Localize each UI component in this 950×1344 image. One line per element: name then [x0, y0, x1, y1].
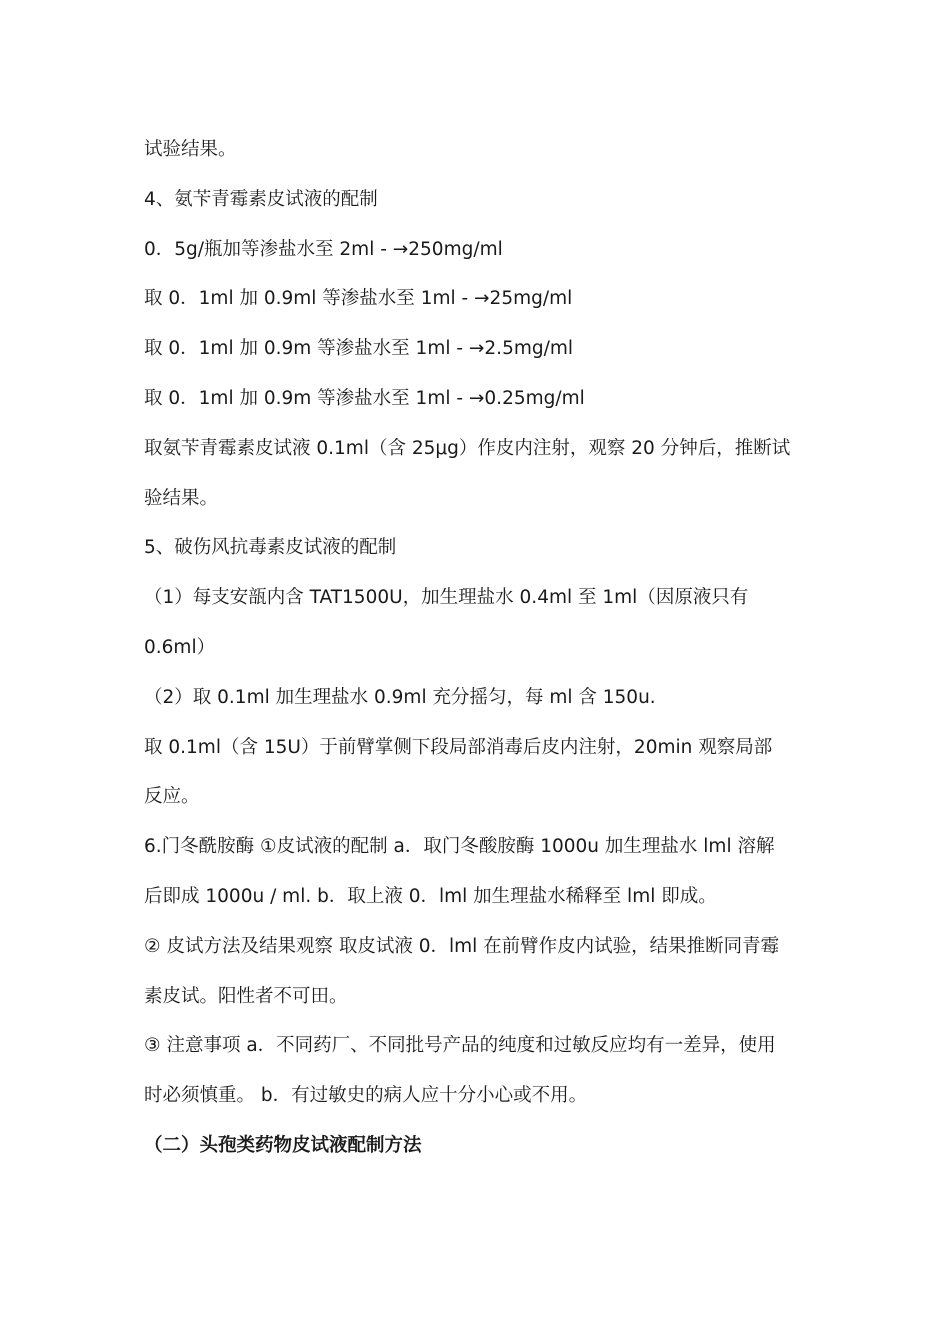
text-line-19: ③ 注意事项 a．不同药厂、不同批号产品的纯度和过敏反应均有一差异，使用: [144, 1035, 776, 1057]
text-line-11: 0.6ml）: [144, 636, 216, 658]
text-line-8: 验结果。: [144, 487, 219, 509]
text-line-4: 取 0．1ml 加 0.9ml 等渗盐水至 1ml - →25mg/ml: [144, 288, 573, 310]
text-line-13: 取 0.1ml（含 15U）于前臂掌侧下段局部消毒后皮内注射，20min 观察局部: [144, 736, 773, 758]
text-line-2: 4、氨苄青霉素皮试液的配制: [144, 188, 378, 210]
section-heading: （二）头孢类药物皮试液配制方法: [144, 1134, 422, 1156]
text-line-12: （2）取 0.1ml 加生理盐水 0.9ml 充分摇匀，每 ml 含 150u.: [144, 686, 656, 708]
document-body: [144, 125, 812, 1171]
text-line-18: 素皮试。阳性者不可田。: [144, 985, 348, 1007]
text-line-20: 时必须慎重。 b．有过敏史的病人应十分小心或不用。: [144, 1085, 588, 1107]
text-line-3: 0．5g/瓶加等渗盐水至 2ml - →250mg/ml: [144, 238, 503, 260]
text-line-5: 取 0．1ml 加 0.9m 等渗盐水至 1ml - →2.5mg/ml: [144, 338, 573, 360]
text-line-15: 6.门冬酰胺酶 ①皮试液的配制 a．取门冬酸胺酶 1000u 加生理盐水 lml 溶解: [144, 836, 775, 858]
text-line-7: 取氨苄青霉素皮试液 0.1ml（含 25μg）作皮内注射，观察 20 分钟后，推断试: [144, 437, 791, 459]
text-line-10: （1）每支安瓿内含 TAT1500U，加生理盐水 0.4ml 至 1ml（因原液只有: [144, 587, 749, 609]
text-line-6: 取 0．1ml 加 0.9m 等渗盐水至 1ml - →0.25mg/ml: [144, 387, 585, 409]
text-line-17: ② 皮试方法及结果观察 取皮试液 0．lml 在前臂作皮内试验，结果推断同青霉: [144, 935, 780, 957]
text-line-9: 5、破伤风抗毒素皮试液的配制: [144, 537, 397, 559]
text-line-1: 试验结果。: [144, 139, 237, 160]
text-line-16: 后即成 1000u / ml. b．取上液 0．lml 加生理盐水稀释至 lml 即成。: [144, 885, 717, 907]
text-line-14: 反应。: [144, 786, 200, 808]
